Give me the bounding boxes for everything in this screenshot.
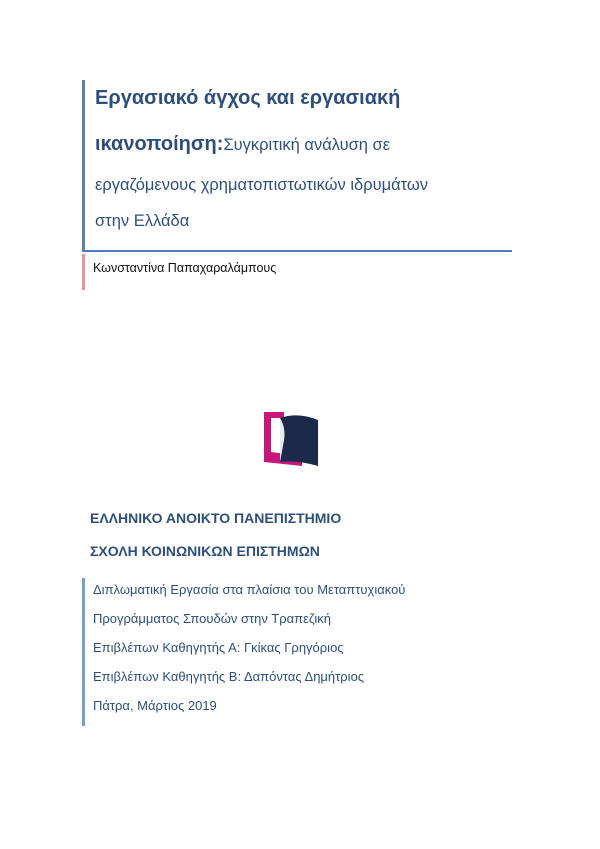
- supervisor-a: Επιβλέπων Καθηγητής Α: Γκίκας Γρηγόριος: [93, 640, 344, 655]
- author-block: [82, 254, 277, 290]
- title-block: [82, 80, 513, 250]
- title-line-3: εργαζόμενους χρηματοπιστωτικών ιδρυμάτων: [95, 176, 429, 194]
- university-name: ΕΛΛΗΝΙΚΟ ΑΝΟΙΚΤΟ ΠΑΝΕΠΙΣΤΗΜΙΟ: [90, 510, 342, 526]
- supervisor-b: Επιβλέπων Καθηγητής Β: Δαπόντας Δημήτριος: [93, 669, 365, 684]
- author-name: Κωνσταντίνα Παπαχαραλάμπους: [93, 261, 277, 275]
- title-line-2: [95, 133, 390, 156]
- university-logo-icon: [262, 410, 322, 473]
- title-line-2-bold: ικανοποίηση:: [95, 133, 224, 155]
- title-line-1: Εργασιακό άγχος και εργασιακή: [95, 87, 401, 109]
- thesis-line-2: Προγράμματος Σπουδών στην Τραπεζική: [93, 611, 332, 626]
- title-divider: [82, 250, 512, 252]
- place-date: Πάτρα, Μάρτιος 2019: [93, 698, 217, 713]
- title-line-2-rest: Συγκριτική ανάλυση σε: [223, 136, 391, 154]
- title-line-4: στην Ελλάδα: [95, 212, 190, 230]
- school-name: ΣΧΟΛΗ ΚΟΙΝΩΝΙΚΩΝ ΕΠΙΣΤΗΜΩΝ: [90, 543, 320, 559]
- details-block: [82, 578, 406, 726]
- logo-graphic: [262, 410, 322, 468]
- thesis-line-1: Διπλωματική Εργασία στα πλαίσια του Μεταπτυχιακού: [93, 582, 406, 597]
